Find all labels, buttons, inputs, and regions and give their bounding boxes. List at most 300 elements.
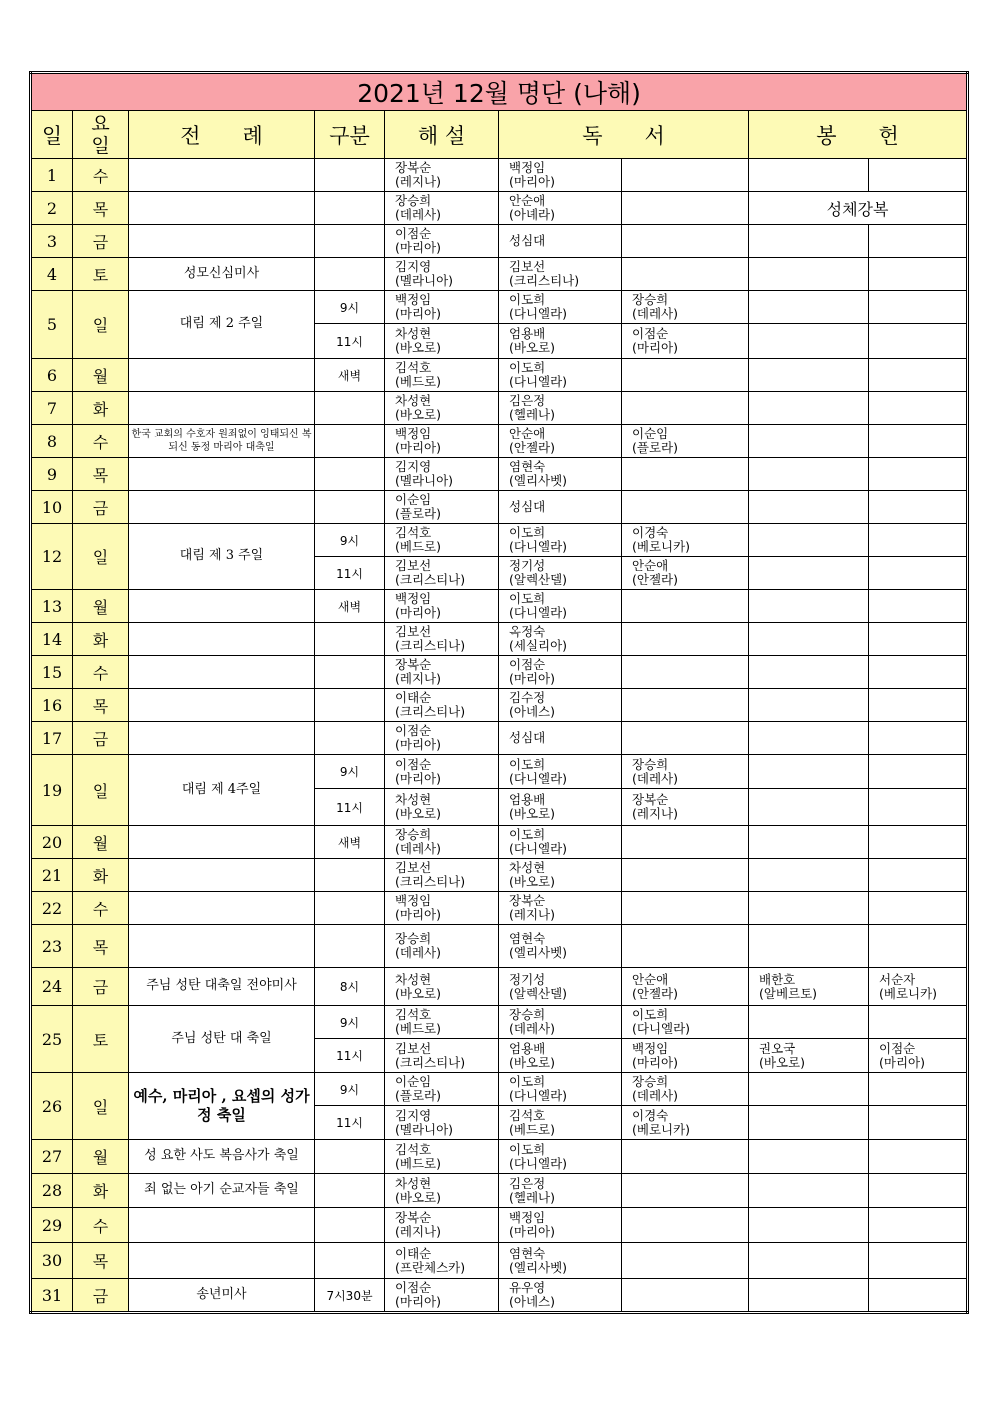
commentary-cell: 차성현 (바오로): [385, 324, 499, 359]
reading1-cell: 염현숙 (엘리사벳): [499, 458, 622, 491]
weekday-cell: 화: [73, 623, 129, 656]
reading2-cell: 이도희 (다니엘라): [622, 1006, 749, 1039]
day-cell: 2: [31, 192, 73, 225]
table-row: [31, 524, 968, 557]
day-cell: 22: [31, 892, 73, 925]
day-cell: 7: [31, 392, 73, 425]
offering1-cell: [749, 1006, 869, 1039]
reading1-cell: 엄용배 (바오로): [499, 1039, 622, 1073]
commentary-cell: 백정임 (마리아): [385, 892, 499, 925]
offering1-cell: [749, 722, 869, 755]
page-title: 2021년 12월 명단 (나해): [31, 73, 968, 111]
section-cell: [315, 1174, 385, 1208]
reading2-cell: [622, 892, 749, 925]
liturgy-cell: [129, 1208, 315, 1243]
offering2-cell: [869, 557, 968, 590]
section-cell: 새벽: [315, 590, 385, 623]
section-cell: [315, 258, 385, 291]
reading1-cell: 김석호 (베드로): [499, 1106, 622, 1140]
offering1-cell: [749, 1243, 869, 1279]
section-cell: 11시: [315, 1039, 385, 1073]
reading2-cell: [622, 225, 749, 258]
reading2-cell: [622, 826, 749, 859]
header-section: 구분: [315, 111, 385, 159]
liturgy-cell: [129, 392, 315, 425]
reading2-cell: 장복순 (레지나): [622, 789, 749, 826]
commentary-cell: 백정임 (마리아): [385, 291, 499, 324]
reading1-cell: 이도희 (다니엘라): [499, 590, 622, 623]
day-cell: 17: [31, 722, 73, 755]
offering2-cell: [869, 656, 968, 689]
day-cell: 26: [31, 1073, 73, 1140]
day-cell: 12: [31, 524, 73, 590]
offering1-cell: [749, 826, 869, 859]
offering2-cell: [869, 590, 968, 623]
liturgy-cell: [129, 689, 315, 722]
reading2-cell: [622, 656, 749, 689]
header-commentary: 해 설: [385, 111, 499, 159]
weekday-cell: 금: [73, 1279, 129, 1313]
reading1-cell: 성심대: [499, 722, 622, 755]
reading1-cell: 김은정 (헬레나): [499, 392, 622, 425]
weekday-cell: 일: [73, 1073, 129, 1140]
offering1-cell: [749, 1106, 869, 1140]
commentary-cell: 백정임 (마리아): [385, 590, 499, 623]
reading1-cell: 성심대: [499, 491, 622, 524]
day-cell: 29: [31, 1208, 73, 1243]
section-cell: 11시: [315, 789, 385, 826]
offering2-cell: [869, 1279, 968, 1313]
day-cell: 1: [31, 159, 73, 192]
section-cell: [315, 425, 385, 458]
offering2-cell: [869, 425, 968, 458]
table-row: [31, 590, 968, 623]
offering1-cell: [749, 892, 869, 925]
offering1-cell: [749, 656, 869, 689]
section-cell: 9시: [315, 291, 385, 324]
communion-note: 성체강복: [749, 192, 968, 225]
weekday-cell: 목: [73, 192, 129, 225]
table-row: [31, 1279, 968, 1313]
offering2-cell: [869, 1174, 968, 1208]
section-cell: [315, 722, 385, 755]
commentary-cell: 김보선 (크리스티나): [385, 859, 499, 892]
reading2-cell: 안순애 (안젤라): [622, 557, 749, 590]
section-cell: [315, 491, 385, 524]
weekday-cell: 목: [73, 689, 129, 722]
offering2-cell: [869, 159, 968, 192]
table-row: [31, 722, 968, 755]
section-cell: [315, 392, 385, 425]
day-cell: 25: [31, 1006, 73, 1073]
offering2-cell: [869, 925, 968, 968]
section-cell: 새벽: [315, 359, 385, 392]
offering1-cell: [749, 524, 869, 557]
liturgy-cell: [129, 722, 315, 755]
reading2-cell: [622, 192, 749, 225]
liturgy-cell: [129, 159, 315, 192]
offering2-cell: [869, 1243, 968, 1279]
liturgy-cell: [129, 892, 315, 925]
offering1-cell: [749, 623, 869, 656]
section-cell: 9시: [315, 755, 385, 789]
weekday-cell: 수: [73, 425, 129, 458]
liturgy-cell: [129, 656, 315, 689]
reading2-cell: 안순애 (안젤라): [622, 968, 749, 1006]
weekday-cell: 수: [73, 1208, 129, 1243]
offering2-cell: [869, 458, 968, 491]
offering1-cell: 권오국 (바오로): [749, 1039, 869, 1073]
weekday-cell: 월: [73, 826, 129, 859]
offering2-cell: [869, 1106, 968, 1140]
day-cell: 23: [31, 925, 73, 968]
offering2-cell: [869, 789, 968, 826]
weekday-cell: 화: [73, 1174, 129, 1208]
weekday-cell: 목: [73, 925, 129, 968]
table-row: [31, 656, 968, 689]
reading2-cell: [622, 1279, 749, 1313]
weekday-cell: 수: [73, 892, 129, 925]
reading2-cell: [622, 859, 749, 892]
offering1-cell: [749, 789, 869, 826]
commentary-cell: 김지영 (멜라니아): [385, 1106, 499, 1140]
reading1-cell: 이점순 (마리아): [499, 656, 622, 689]
liturgy-cell: 대림 제 4주일: [129, 755, 315, 826]
liturgy-cell: 한국 교회의 수호자 원죄없이 잉태되신 복 되신 동정 마리아 대축일: [129, 425, 315, 458]
liturgy-cell: 예수, 마리아 , 요셉의 성가정 축일: [129, 1073, 315, 1140]
reading1-cell: 염현숙 (엘리사벳): [499, 1243, 622, 1279]
offering2-cell: [869, 755, 968, 789]
offering2-cell: [869, 392, 968, 425]
offering1-cell: [749, 324, 869, 359]
header-row: [31, 111, 968, 159]
table-row: [31, 159, 968, 192]
offering2-cell: [869, 859, 968, 892]
section-cell: [315, 192, 385, 225]
commentary-cell: 백정임 (마리아): [385, 425, 499, 458]
reading1-cell: 이도희 (다니엘라): [499, 1140, 622, 1174]
reading2-cell: [622, 689, 749, 722]
reading2-cell: [622, 623, 749, 656]
commentary-cell: 장승희 (데레사): [385, 192, 499, 225]
liturgy-cell: [129, 225, 315, 258]
commentary-cell: 차성현 (바오로): [385, 968, 499, 1006]
section-cell: [315, 225, 385, 258]
commentary-cell: 이순임 (플로라): [385, 1073, 499, 1106]
liturgy-cell: 성 요한 사도 복음사가 축일: [129, 1140, 315, 1174]
weekday-cell: 토: [73, 258, 129, 291]
section-cell: [315, 656, 385, 689]
liturgy-cell: [129, 826, 315, 859]
table-row: [31, 1243, 968, 1279]
day-cell: 28: [31, 1174, 73, 1208]
section-cell: 9시: [315, 1006, 385, 1039]
section-cell: [315, 1243, 385, 1279]
reading1-cell: 이도희 (다니엘라): [499, 826, 622, 859]
day-cell: 14: [31, 623, 73, 656]
reading2-cell: [622, 1174, 749, 1208]
day-cell: 9: [31, 458, 73, 491]
weekday-cell: 토: [73, 1006, 129, 1073]
offering2-cell: [869, 1006, 968, 1039]
table-row: [31, 1174, 968, 1208]
day-cell: 16: [31, 689, 73, 722]
day-cell: 30: [31, 1243, 73, 1279]
liturgy-cell: [129, 590, 315, 623]
table-row: [31, 1073, 968, 1106]
reading2-cell: 이경숙 (베로니카): [622, 524, 749, 557]
reading2-cell: [622, 258, 749, 291]
reading2-cell: [622, 1243, 749, 1279]
commentary-cell: 이점순 (마리아): [385, 1279, 499, 1313]
commentary-cell: 김보선 (크리스티나): [385, 1039, 499, 1073]
table-row: [31, 925, 968, 968]
commentary-cell: 김보선 (크리스티나): [385, 557, 499, 590]
offering2-cell: [869, 258, 968, 291]
reading1-cell: 유우영 (아네스): [499, 1279, 622, 1313]
weekday-cell: 일: [73, 524, 129, 590]
offering1-cell: [749, 258, 869, 291]
day-cell: 8: [31, 425, 73, 458]
reading1-cell: 성심대: [499, 225, 622, 258]
commentary-cell: 장승희 (데레사): [385, 925, 499, 968]
reading2-cell: [622, 458, 749, 491]
table-row: [31, 359, 968, 392]
commentary-cell: 김지영 (멜라니아): [385, 258, 499, 291]
roster-table: [29, 71, 969, 1314]
weekday-cell: 금: [73, 225, 129, 258]
section-cell: 새벽: [315, 826, 385, 859]
table-row: [31, 458, 968, 491]
reading2-cell: [622, 925, 749, 968]
reading2-cell: 이점순 (마리아): [622, 324, 749, 359]
table-row: [31, 491, 968, 524]
commentary-cell: 김석호 (베드로): [385, 1140, 499, 1174]
offering2-cell: [869, 491, 968, 524]
day-cell: 5: [31, 291, 73, 359]
offering1-cell: [749, 1140, 869, 1174]
commentary-cell: 김석호 (베드로): [385, 1006, 499, 1039]
reading1-cell: 김보선 (크리스티나): [499, 258, 622, 291]
section-cell: 9시: [315, 1073, 385, 1106]
liturgy-cell: 주님 성탄 대 축일: [129, 1006, 315, 1073]
table-row: [31, 425, 968, 458]
table-row: [31, 859, 968, 892]
reading1-cell: 김수정 (아네스): [499, 689, 622, 722]
offering2-cell: [869, 225, 968, 258]
offering1-cell: [749, 1208, 869, 1243]
reading2-cell: [622, 159, 749, 192]
offering2-cell: 서순자 (베로니카): [869, 968, 968, 1006]
header-day: 일: [31, 111, 73, 159]
offering1-cell: [749, 425, 869, 458]
commentary-cell: 김보선 (크리스티나): [385, 623, 499, 656]
offering2-cell: 이점순 (마리아): [869, 1039, 968, 1073]
reading2-cell: 백정임 (마리아): [622, 1039, 749, 1073]
offering1-cell: [749, 1073, 869, 1106]
header-weekday: 요 일: [73, 111, 129, 159]
commentary-cell: 차성현 (바오로): [385, 392, 499, 425]
liturgy-cell: [129, 359, 315, 392]
reading1-cell: 정기성 (알렉산델): [499, 557, 622, 590]
offering2-cell: [869, 291, 968, 324]
offering1-cell: [749, 557, 869, 590]
offering2-cell: [869, 623, 968, 656]
day-cell: 19: [31, 755, 73, 826]
table-row: [31, 1006, 968, 1039]
offering2-cell: [869, 324, 968, 359]
reading2-cell: [622, 1140, 749, 1174]
weekday-cell: 수: [73, 159, 129, 192]
commentary-cell: 이태순 (크리스티나): [385, 689, 499, 722]
offering2-cell: [869, 1208, 968, 1243]
day-cell: 15: [31, 656, 73, 689]
section-cell: 7시30분: [315, 1279, 385, 1313]
reading1-cell: 백정임 (마리아): [499, 1208, 622, 1243]
weekday-cell: 일: [73, 291, 129, 359]
offering1-cell: [749, 925, 869, 968]
reading1-cell: 장복순 (레지나): [499, 892, 622, 925]
offering1-cell: [749, 291, 869, 324]
weekday-cell: 금: [73, 722, 129, 755]
reading1-cell: 염현숙 (엘리사벳): [499, 925, 622, 968]
liturgy-cell: [129, 925, 315, 968]
reading2-cell: 장승희 (데레사): [622, 755, 749, 789]
section-cell: [315, 458, 385, 491]
table-row: [31, 968, 968, 1006]
table-row: [31, 291, 968, 324]
section-cell: 11시: [315, 1106, 385, 1140]
offering2-cell: [869, 722, 968, 755]
reading1-cell: 이도희 (다니엘라): [499, 1073, 622, 1106]
reading2-cell: [622, 722, 749, 755]
reading1-cell: 차성현 (바오로): [499, 859, 622, 892]
commentary-cell: 김석호 (베드로): [385, 359, 499, 392]
section-cell: 11시: [315, 557, 385, 590]
reading2-cell: 이순임 (플로라): [622, 425, 749, 458]
section-cell: 9시: [315, 524, 385, 557]
reading1-cell: 정기성 (알렉산델): [499, 968, 622, 1006]
section-cell: 8시: [315, 968, 385, 1006]
commentary-cell: 이태순 (프란체스카): [385, 1243, 499, 1279]
weekday-cell: 월: [73, 359, 129, 392]
liturgy-cell: [129, 192, 315, 225]
offering1-cell: [749, 225, 869, 258]
commentary-cell: 차성현 (바오로): [385, 1174, 499, 1208]
reading1-cell: 이도희 (다니엘라): [499, 524, 622, 557]
liturgy-cell: [129, 491, 315, 524]
offering2-cell: [869, 359, 968, 392]
reading2-cell: [622, 359, 749, 392]
day-cell: 24: [31, 968, 73, 1006]
day-cell: 6: [31, 359, 73, 392]
reading2-cell: [622, 1208, 749, 1243]
day-cell: 20: [31, 826, 73, 859]
table-row: [31, 623, 968, 656]
weekday-cell: 화: [73, 392, 129, 425]
table-row: [31, 225, 968, 258]
liturgy-cell: 주님 성탄 대축일 전야미사: [129, 968, 315, 1006]
table-row: [31, 258, 968, 291]
reading1-cell: 김은정 (헬레나): [499, 1174, 622, 1208]
reading2-cell: [622, 392, 749, 425]
section-cell: [315, 159, 385, 192]
liturgy-cell: [129, 458, 315, 491]
commentary-cell: 이점순 (마리아): [385, 755, 499, 789]
offering2-cell: [869, 524, 968, 557]
weekday-cell: 금: [73, 968, 129, 1006]
day-cell: 4: [31, 258, 73, 291]
reading2-cell: 장승희 (데레사): [622, 1073, 749, 1106]
day-cell: 27: [31, 1140, 73, 1174]
liturgy-cell: 대림 제 2 주일: [129, 291, 315, 359]
commentary-cell: 이점순 (마리아): [385, 722, 499, 755]
weekday-cell: 월: [73, 590, 129, 623]
offering1-cell: [749, 689, 869, 722]
table-row: [31, 892, 968, 925]
reading2-cell: [622, 590, 749, 623]
offering2-cell: [869, 689, 968, 722]
offering2-cell: [869, 826, 968, 859]
section-cell: 11시: [315, 324, 385, 359]
reading1-cell: 이도희 (다니엘라): [499, 359, 622, 392]
offering1-cell: 배한호 (알베르토): [749, 968, 869, 1006]
table-row: [31, 1140, 968, 1174]
reading1-cell: 안순애 (안젤라): [499, 425, 622, 458]
reading1-cell: 이도희 (다니엘라): [499, 291, 622, 324]
day-cell: 13: [31, 590, 73, 623]
reading2-cell: [622, 491, 749, 524]
offering1-cell: [749, 1174, 869, 1208]
day-cell: 21: [31, 859, 73, 892]
commentary-cell: 김석호 (베드로): [385, 524, 499, 557]
table-row: [31, 689, 968, 722]
offering1-cell: [749, 359, 869, 392]
liturgy-cell: 대림 제 3 주일: [129, 524, 315, 590]
commentary-cell: 장복순 (레지나): [385, 656, 499, 689]
offering1-cell: [749, 392, 869, 425]
weekday-cell: 목: [73, 1243, 129, 1279]
header-reading: 독 서: [499, 111, 749, 159]
weekday-cell: 금: [73, 491, 129, 524]
commentary-cell: 이순임 (플로라): [385, 491, 499, 524]
table-row: [31, 392, 968, 425]
commentary-cell: 김지영 (멜라니아): [385, 458, 499, 491]
offering2-cell: [869, 1073, 968, 1106]
section-cell: [315, 689, 385, 722]
offering2-cell: [869, 1140, 968, 1174]
header-offering: 봉 헌: [749, 111, 968, 159]
offering1-cell: [749, 491, 869, 524]
reading1-cell: 엄용배 (바오로): [499, 789, 622, 826]
weekday-cell: 월: [73, 1140, 129, 1174]
section-cell: [315, 1208, 385, 1243]
liturgy-cell: [129, 1243, 315, 1279]
offering1-cell: [749, 458, 869, 491]
table-row: [31, 192, 968, 225]
reading2-cell: 장승희 (데레사): [622, 291, 749, 324]
liturgy-cell: [129, 859, 315, 892]
offering1-cell: [749, 159, 869, 192]
day-cell: 3: [31, 225, 73, 258]
weekday-cell: 화: [73, 859, 129, 892]
weekday-cell: 목: [73, 458, 129, 491]
table-row: [31, 755, 968, 789]
table-row: [31, 826, 968, 859]
offering1-cell: [749, 755, 869, 789]
reading1-cell: 옥정숙 (세실리아): [499, 623, 622, 656]
liturgy-cell: 성모신심미사: [129, 258, 315, 291]
